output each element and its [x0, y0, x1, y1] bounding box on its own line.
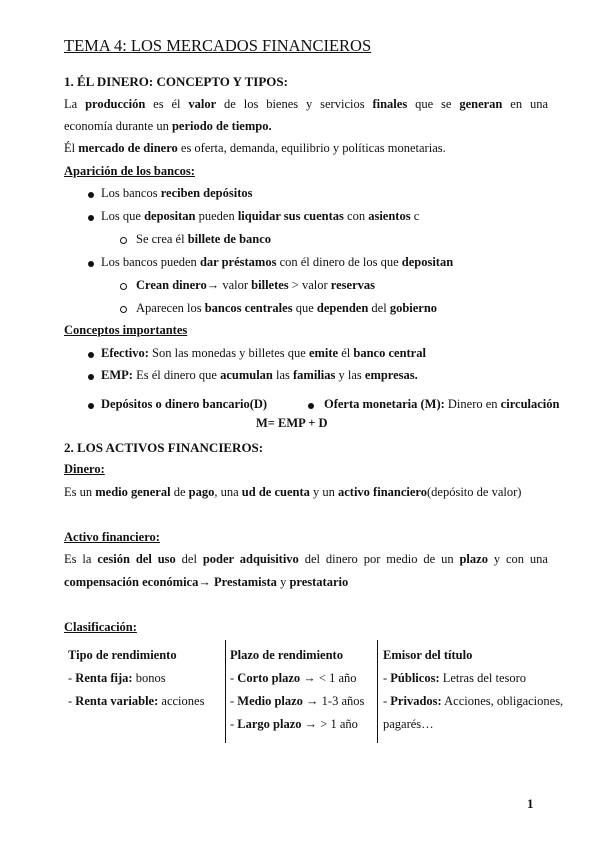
bullet-icon [88, 403, 94, 409]
table-header: Tipo de rendimiento [68, 648, 177, 662]
bullet-icon [88, 374, 94, 380]
table-cell: - Renta variable: acciones [68, 694, 205, 708]
list-subitem: Crean dinero→ valor billetes > valor reservas [136, 278, 375, 292]
column-divider [225, 640, 226, 743]
bullet-icon [308, 403, 314, 409]
list-item: Efectivo: Son las monedas y billetes que emite él banco central [101, 346, 426, 360]
bullet-icon [88, 215, 94, 221]
list-item: Oferta monetaria (M): Dinero en circulación [324, 397, 560, 411]
activo-text: Es la cesión del uso del poder adquisitivo del dinero por medio de un plazo y con una [64, 552, 548, 566]
section1-heading: 1. ÉL DINERO: CONCEPTO Y TIPOS: [64, 74, 288, 89]
table-cell: - Privados: Acciones, obligaciones, [383, 694, 564, 708]
table-cell: pagarés… [383, 717, 434, 731]
list-item: Los bancos pueden dar préstamos con él dinero de los que depositan [101, 255, 454, 269]
page-number: 1 [527, 796, 534, 811]
list-subitem: Aparecen los bancos centrales que dependen del gobierno [136, 301, 438, 315]
clasificacion-heading: Clasificación: [64, 620, 137, 634]
activo-heading: Activo financiero: [64, 530, 160, 544]
circle-bullet-icon [120, 237, 127, 244]
list-item: Los que depositan pueden liquidar sus cuentas con asientos c [101, 209, 420, 223]
page-title: TEMA 4: LOS MERCADOS FINANCIEROS [64, 36, 372, 55]
paragraph-produccion: La producción es él valor de los bienes y servicios finales que se generan en una [64, 97, 549, 111]
table-header: Emisor del título [383, 648, 473, 662]
activo-text-cont: compensación económica→ Prestamista y prestatario [64, 575, 349, 589]
table-cell: - Renta fija: bonos [68, 671, 166, 685]
list-item: EMP: Es él dinero que acumulan las familias y las empresas. [101, 368, 418, 382]
column-divider [377, 640, 378, 743]
bullet-icon [88, 192, 94, 198]
dinero-heading: Dinero: [64, 462, 105, 476]
dinero-text: Es un medio general de pago, una ud de cuenta y un activo financiero(depósito de valor) [64, 485, 522, 499]
circle-bullet-icon [120, 283, 127, 290]
table-header: Plazo de rendimiento [230, 648, 343, 662]
section2-heading: 2. LOS ACTIVOS FINANCIEROS: [64, 440, 264, 455]
paragraph-produccion-cont: economía durante un periodo de tiempo. [64, 119, 272, 133]
bullet-icon [88, 261, 94, 267]
table-cell: - Públicos: Letras del tesoro [383, 671, 527, 685]
circle-bullet-icon [120, 306, 127, 313]
bullet-icon [88, 352, 94, 358]
bancos-heading: Aparición de los bancos: [64, 164, 195, 178]
list-subitem: Se crea él billete de banco [136, 232, 272, 246]
table-cell: - Corto plazo → < 1 año [230, 671, 357, 685]
list-item: Los bancos reciben depósitos [101, 186, 253, 200]
list-item: Depósitos o dinero bancario(D) [101, 397, 268, 411]
table-cell: - Medio plazo → 1-3 años [230, 694, 365, 708]
formula: M= EMP + D [256, 416, 328, 430]
paragraph-mercado: Él mercado de dinero es oferta, demanda, equilibrio y políticas monetarias. [64, 141, 446, 155]
conceptos-heading: Conceptos importantes [64, 323, 188, 337]
table-cell: - Largo plazo → > 1 año [230, 717, 358, 731]
